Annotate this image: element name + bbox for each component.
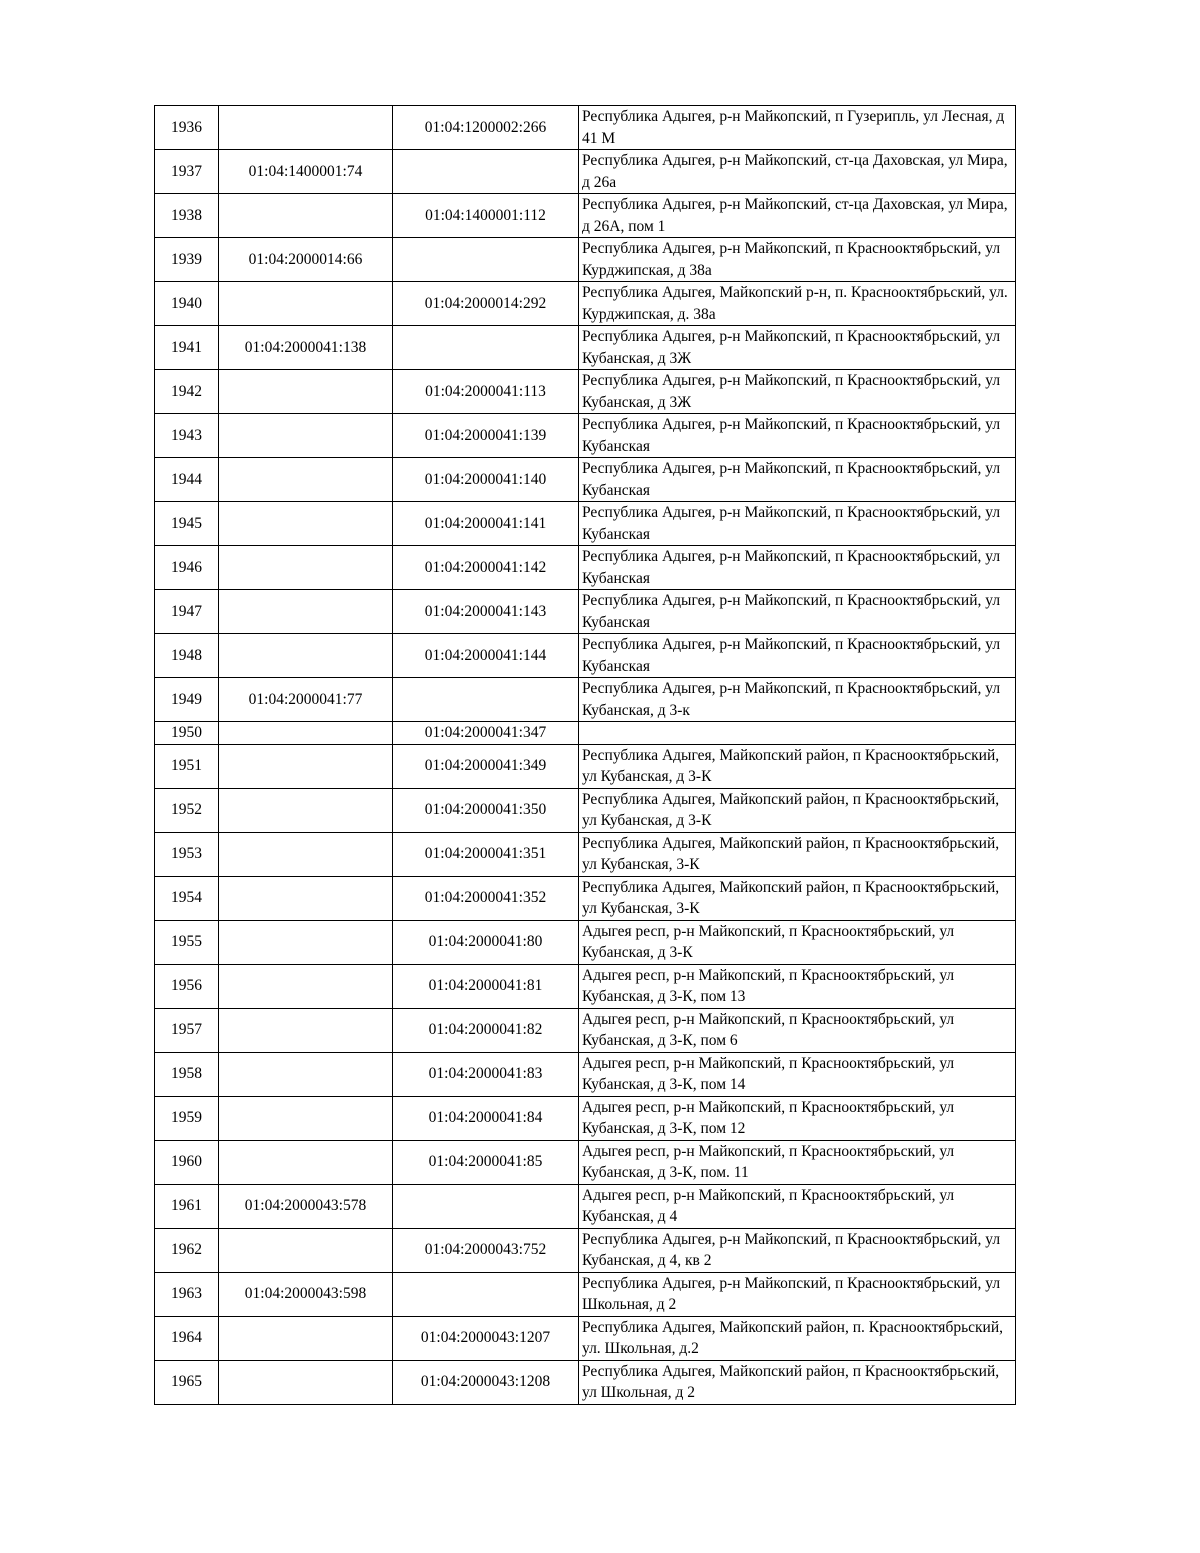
land-cadastral-number-cell: [219, 1316, 393, 1360]
table-row: [155, 744, 1016, 788]
address-cell: Адыгея респ, р-н Майкопский, п Краснооктябрьский, ул Кубанская, д 3-К, пом 13: [579, 964, 1016, 1008]
table-row: [155, 150, 1016, 194]
building-cadastral-number-cell: [393, 150, 579, 194]
building-cadastral-number-cell: [393, 678, 579, 722]
address-cell: Республика Адыгея, р-н Майкопский, п Гузерипль, ул Лесная, д 41 М: [579, 106, 1016, 150]
land-cadastral-number-cell: [219, 458, 393, 502]
row-number-cell: 1940: [155, 282, 219, 326]
address-cell: Адыгея респ, р-н Майкопский, п Краснооктябрьский, ул Кубанская, д 3-К: [579, 920, 1016, 964]
building-cadastral-number-cell: 01:04:2000041:139: [393, 414, 579, 458]
land-cadastral-number-cell: 01:04:2000043:598: [219, 1272, 393, 1316]
table-row: [155, 458, 1016, 502]
table-row: [155, 678, 1016, 722]
address-cell: Республика Адыгея, р-н Майкопский, п Краснооктябрьский, ул Кубанская, д 3-к: [579, 678, 1016, 722]
row-number-cell: 1958: [155, 1052, 219, 1096]
address-cell: [579, 722, 1016, 745]
table-row: [155, 1140, 1016, 1184]
address-cell: Адыгея респ, р-н Майкопский, п Краснооктябрьский, ул Кубанская, д 3-К, пом. 11: [579, 1140, 1016, 1184]
table-row: [155, 106, 1016, 150]
land-cadastral-number-cell: [219, 194, 393, 238]
row-number-cell: 1957: [155, 1008, 219, 1052]
land-cadastral-number-cell: [219, 634, 393, 678]
address-cell: Республика Адыгея, р-н Майкопский, п Краснооктябрьский, ул Кубанская: [579, 634, 1016, 678]
table-row: [155, 964, 1016, 1008]
land-cadastral-number-cell: [219, 282, 393, 326]
building-cadastral-number-cell: 01:04:2000041:144: [393, 634, 579, 678]
land-cadastral-number-cell: 01:04:2000041:77: [219, 678, 393, 722]
row-number-cell: 1936: [155, 106, 219, 150]
land-cadastral-number-cell: [219, 788, 393, 832]
building-cadastral-number-cell: [393, 326, 579, 370]
land-cadastral-number-cell: [219, 1008, 393, 1052]
table-row: [155, 722, 1016, 745]
address-cell: Адыгея респ, р-н Майкопский, п Краснооктябрьский, ул Кубанская, д 3-К, пом 6: [579, 1008, 1016, 1052]
table-row: [155, 502, 1016, 546]
land-cadastral-number-cell: 01:04:2000041:138: [219, 326, 393, 370]
land-cadastral-number-cell: 01:04:2000043:578: [219, 1184, 393, 1228]
building-cadastral-number-cell: 01:04:2000041:347: [393, 722, 579, 745]
address-cell: Республика Адыгея, р-н Майкопский, п Краснооктябрьский, ул Кубанская: [579, 458, 1016, 502]
row-number-cell: 1948: [155, 634, 219, 678]
land-cadastral-number-cell: [219, 1096, 393, 1140]
row-number-cell: 1942: [155, 370, 219, 414]
row-number-cell: 1954: [155, 876, 219, 920]
table-row: [155, 1052, 1016, 1096]
row-number-cell: 1953: [155, 832, 219, 876]
land-cadastral-number-cell: [219, 370, 393, 414]
row-number-cell: 1963: [155, 1272, 219, 1316]
land-cadastral-number-cell: [219, 414, 393, 458]
land-cadastral-number-cell: [219, 920, 393, 964]
land-cadastral-number-cell: [219, 1360, 393, 1404]
address-cell: Республика Адыгея, р-н Майкопский, п Краснооктябрьский, ул Кубанская, д 3Ж: [579, 326, 1016, 370]
property-registry-table: [154, 105, 1016, 1405]
address-cell: Республика Адыгея, Майкопский р-н, п. Краснооктябрьский, ул. Курджипская, д. 38а: [579, 282, 1016, 326]
row-number-cell: 1943: [155, 414, 219, 458]
table-row: [155, 194, 1016, 238]
address-cell: Адыгея респ, р-н Майкопский, п Краснооктябрьский, ул Кубанская, д 3-К, пом 12: [579, 1096, 1016, 1140]
table-row: [155, 238, 1016, 282]
address-cell: Республика Адыгея, Майкопский район, п Краснооктябрьский, ул Кубанская, д 3-К: [579, 744, 1016, 788]
land-cadastral-number-cell: [219, 590, 393, 634]
building-cadastral-number-cell: [393, 238, 579, 282]
row-number-cell: 1961: [155, 1184, 219, 1228]
row-number-cell: 1960: [155, 1140, 219, 1184]
row-number-cell: 1952: [155, 788, 219, 832]
row-number-cell: 1949: [155, 678, 219, 722]
land-cadastral-number-cell: [219, 1140, 393, 1184]
address-cell: Республика Адыгея, Майкопский район, п Краснооктябрьский, ул Школьная, д 2: [579, 1360, 1016, 1404]
building-cadastral-number-cell: 01:04:2000043:1207: [393, 1316, 579, 1360]
table-row: [155, 1096, 1016, 1140]
building-cadastral-number-cell: 01:04:2000041:140: [393, 458, 579, 502]
land-cadastral-number-cell: [219, 546, 393, 590]
table-row: [155, 788, 1016, 832]
row-number-cell: 1938: [155, 194, 219, 238]
address-cell: Республика Адыгея, р-н Майкопский, п Краснооктябрьский, ул Школьная, д 2: [579, 1272, 1016, 1316]
address-cell: Республика Адыгея, р-н Майкопский, п Краснооктябрьский, ул Кубанская: [579, 502, 1016, 546]
building-cadastral-number-cell: 01:04:2000041:142: [393, 546, 579, 590]
address-cell: Республика Адыгея, р-н Майкопский, п Краснооктябрьский, ул Кубанская: [579, 590, 1016, 634]
building-cadastral-number-cell: 01:04:2000041:351: [393, 832, 579, 876]
building-cadastral-number-cell: [393, 1272, 579, 1316]
building-cadastral-number-cell: 01:04:2000041:84: [393, 1096, 579, 1140]
row-number-cell: 1964: [155, 1316, 219, 1360]
building-cadastral-number-cell: 01:04:2000043:752: [393, 1228, 579, 1272]
building-cadastral-number-cell: 01:04:2000041:85: [393, 1140, 579, 1184]
table-row: [155, 1316, 1016, 1360]
table-row: [155, 832, 1016, 876]
address-cell: Республика Адыгея, р-н Майкопский, п Краснооктябрьский, ул Кубанская, д 3Ж: [579, 370, 1016, 414]
land-cadastral-number-cell: 01:04:1400001:74: [219, 150, 393, 194]
address-cell: Адыгея респ, р-н Майкопский, п Краснооктябрьский, ул Кубанская, д 3-К, пом 14: [579, 1052, 1016, 1096]
row-number-cell: 1955: [155, 920, 219, 964]
row-number-cell: 1944: [155, 458, 219, 502]
building-cadastral-number-cell: 01:04:1200002:266: [393, 106, 579, 150]
row-number-cell: 1945: [155, 502, 219, 546]
land-cadastral-number-cell: [219, 964, 393, 1008]
row-number-cell: 1962: [155, 1228, 219, 1272]
row-number-cell: 1956: [155, 964, 219, 1008]
row-number-cell: 1959: [155, 1096, 219, 1140]
row-number-cell: 1950: [155, 722, 219, 745]
table-row: [155, 370, 1016, 414]
address-cell: Республика Адыгея, Майкопский район, п Краснооктябрьский, ул Кубанская, д 3-К: [579, 788, 1016, 832]
building-cadastral-number-cell: 01:04:1400001:112: [393, 194, 579, 238]
building-cadastral-number-cell: 01:04:2000041:350: [393, 788, 579, 832]
table-row: [155, 546, 1016, 590]
table-row: [155, 1228, 1016, 1272]
building-cadastral-number-cell: 01:04:2000041:83: [393, 1052, 579, 1096]
land-cadastral-number-cell: [219, 832, 393, 876]
land-cadastral-number-cell: [219, 1228, 393, 1272]
address-cell: Республика Адыгея, р-н Майкопский, п Краснооктябрьский, ул Кубанская: [579, 546, 1016, 590]
building-cadastral-number-cell: 01:04:2000041:81: [393, 964, 579, 1008]
land-cadastral-number-cell: 01:04:2000014:66: [219, 238, 393, 282]
table-row: [155, 634, 1016, 678]
table-row: [155, 920, 1016, 964]
table-row: [155, 282, 1016, 326]
address-cell: Республика Адыгея, р-н Майкопский, ст-ца Даховская, ул Мира, д 26а: [579, 150, 1016, 194]
building-cadastral-number-cell: 01:04:2000014:292: [393, 282, 579, 326]
row-number-cell: 1965: [155, 1360, 219, 1404]
address-cell: Адыгея респ, р-н Майкопский, п Краснооктябрьский, ул Кубанская, д 4: [579, 1184, 1016, 1228]
table-row: [155, 590, 1016, 634]
row-number-cell: 1947: [155, 590, 219, 634]
row-number-cell: 1951: [155, 744, 219, 788]
building-cadastral-number-cell: 01:04:2000041:141: [393, 502, 579, 546]
building-cadastral-number-cell: 01:04:2000041:143: [393, 590, 579, 634]
land-cadastral-number-cell: [219, 722, 393, 745]
land-cadastral-number-cell: [219, 744, 393, 788]
building-cadastral-number-cell: 01:04:2000041:352: [393, 876, 579, 920]
table-row: [155, 326, 1016, 370]
address-cell: Республика Адыгея, Майкопский район, п Краснооктябрьский, ул Кубанская, 3-К: [579, 832, 1016, 876]
building-cadastral-number-cell: 01:04:2000041:82: [393, 1008, 579, 1052]
table-row: [155, 1184, 1016, 1228]
address-cell: Республика Адыгея, р-н Майкопский, п Краснооктябрьский, ул Кубанская: [579, 414, 1016, 458]
land-cadastral-number-cell: [219, 876, 393, 920]
row-number-cell: 1939: [155, 238, 219, 282]
table-row: [155, 1360, 1016, 1404]
registry-table-body: [155, 106, 1016, 1405]
land-cadastral-number-cell: [219, 106, 393, 150]
table-row: [155, 414, 1016, 458]
table-row: [155, 876, 1016, 920]
building-cadastral-number-cell: 01:04:2000041:349: [393, 744, 579, 788]
land-cadastral-number-cell: [219, 502, 393, 546]
address-cell: Республика Адыгея, р-н Майкопский, ст-ца Даховская, ул Мира, д 26А, пом 1: [579, 194, 1016, 238]
building-cadastral-number-cell: 01:04:2000041:80: [393, 920, 579, 964]
table-row: [155, 1272, 1016, 1316]
building-cadastral-number-cell: 01:04:2000041:113: [393, 370, 579, 414]
table-row: [155, 1008, 1016, 1052]
address-cell: Республика Адыгея, Майкопский район, п. Краснооктябрьский, ул. Школьная, д.2: [579, 1316, 1016, 1360]
land-cadastral-number-cell: [219, 1052, 393, 1096]
address-cell: Республика Адыгея, р-н Майкопский, п Краснооктябрьский, ул Курджипская, д 38а: [579, 238, 1016, 282]
building-cadastral-number-cell: [393, 1184, 579, 1228]
address-cell: Республика Адыгея, р-н Майкопский, п Краснооктябрьский, ул Кубанская, д 4, кв 2: [579, 1228, 1016, 1272]
address-cell: Республика Адыгея, Майкопский район, п Краснооктябрьский, ул Кубанская, 3-К: [579, 876, 1016, 920]
row-number-cell: 1937: [155, 150, 219, 194]
row-number-cell: 1946: [155, 546, 219, 590]
building-cadastral-number-cell: 01:04:2000043:1208: [393, 1360, 579, 1404]
row-number-cell: 1941: [155, 326, 219, 370]
